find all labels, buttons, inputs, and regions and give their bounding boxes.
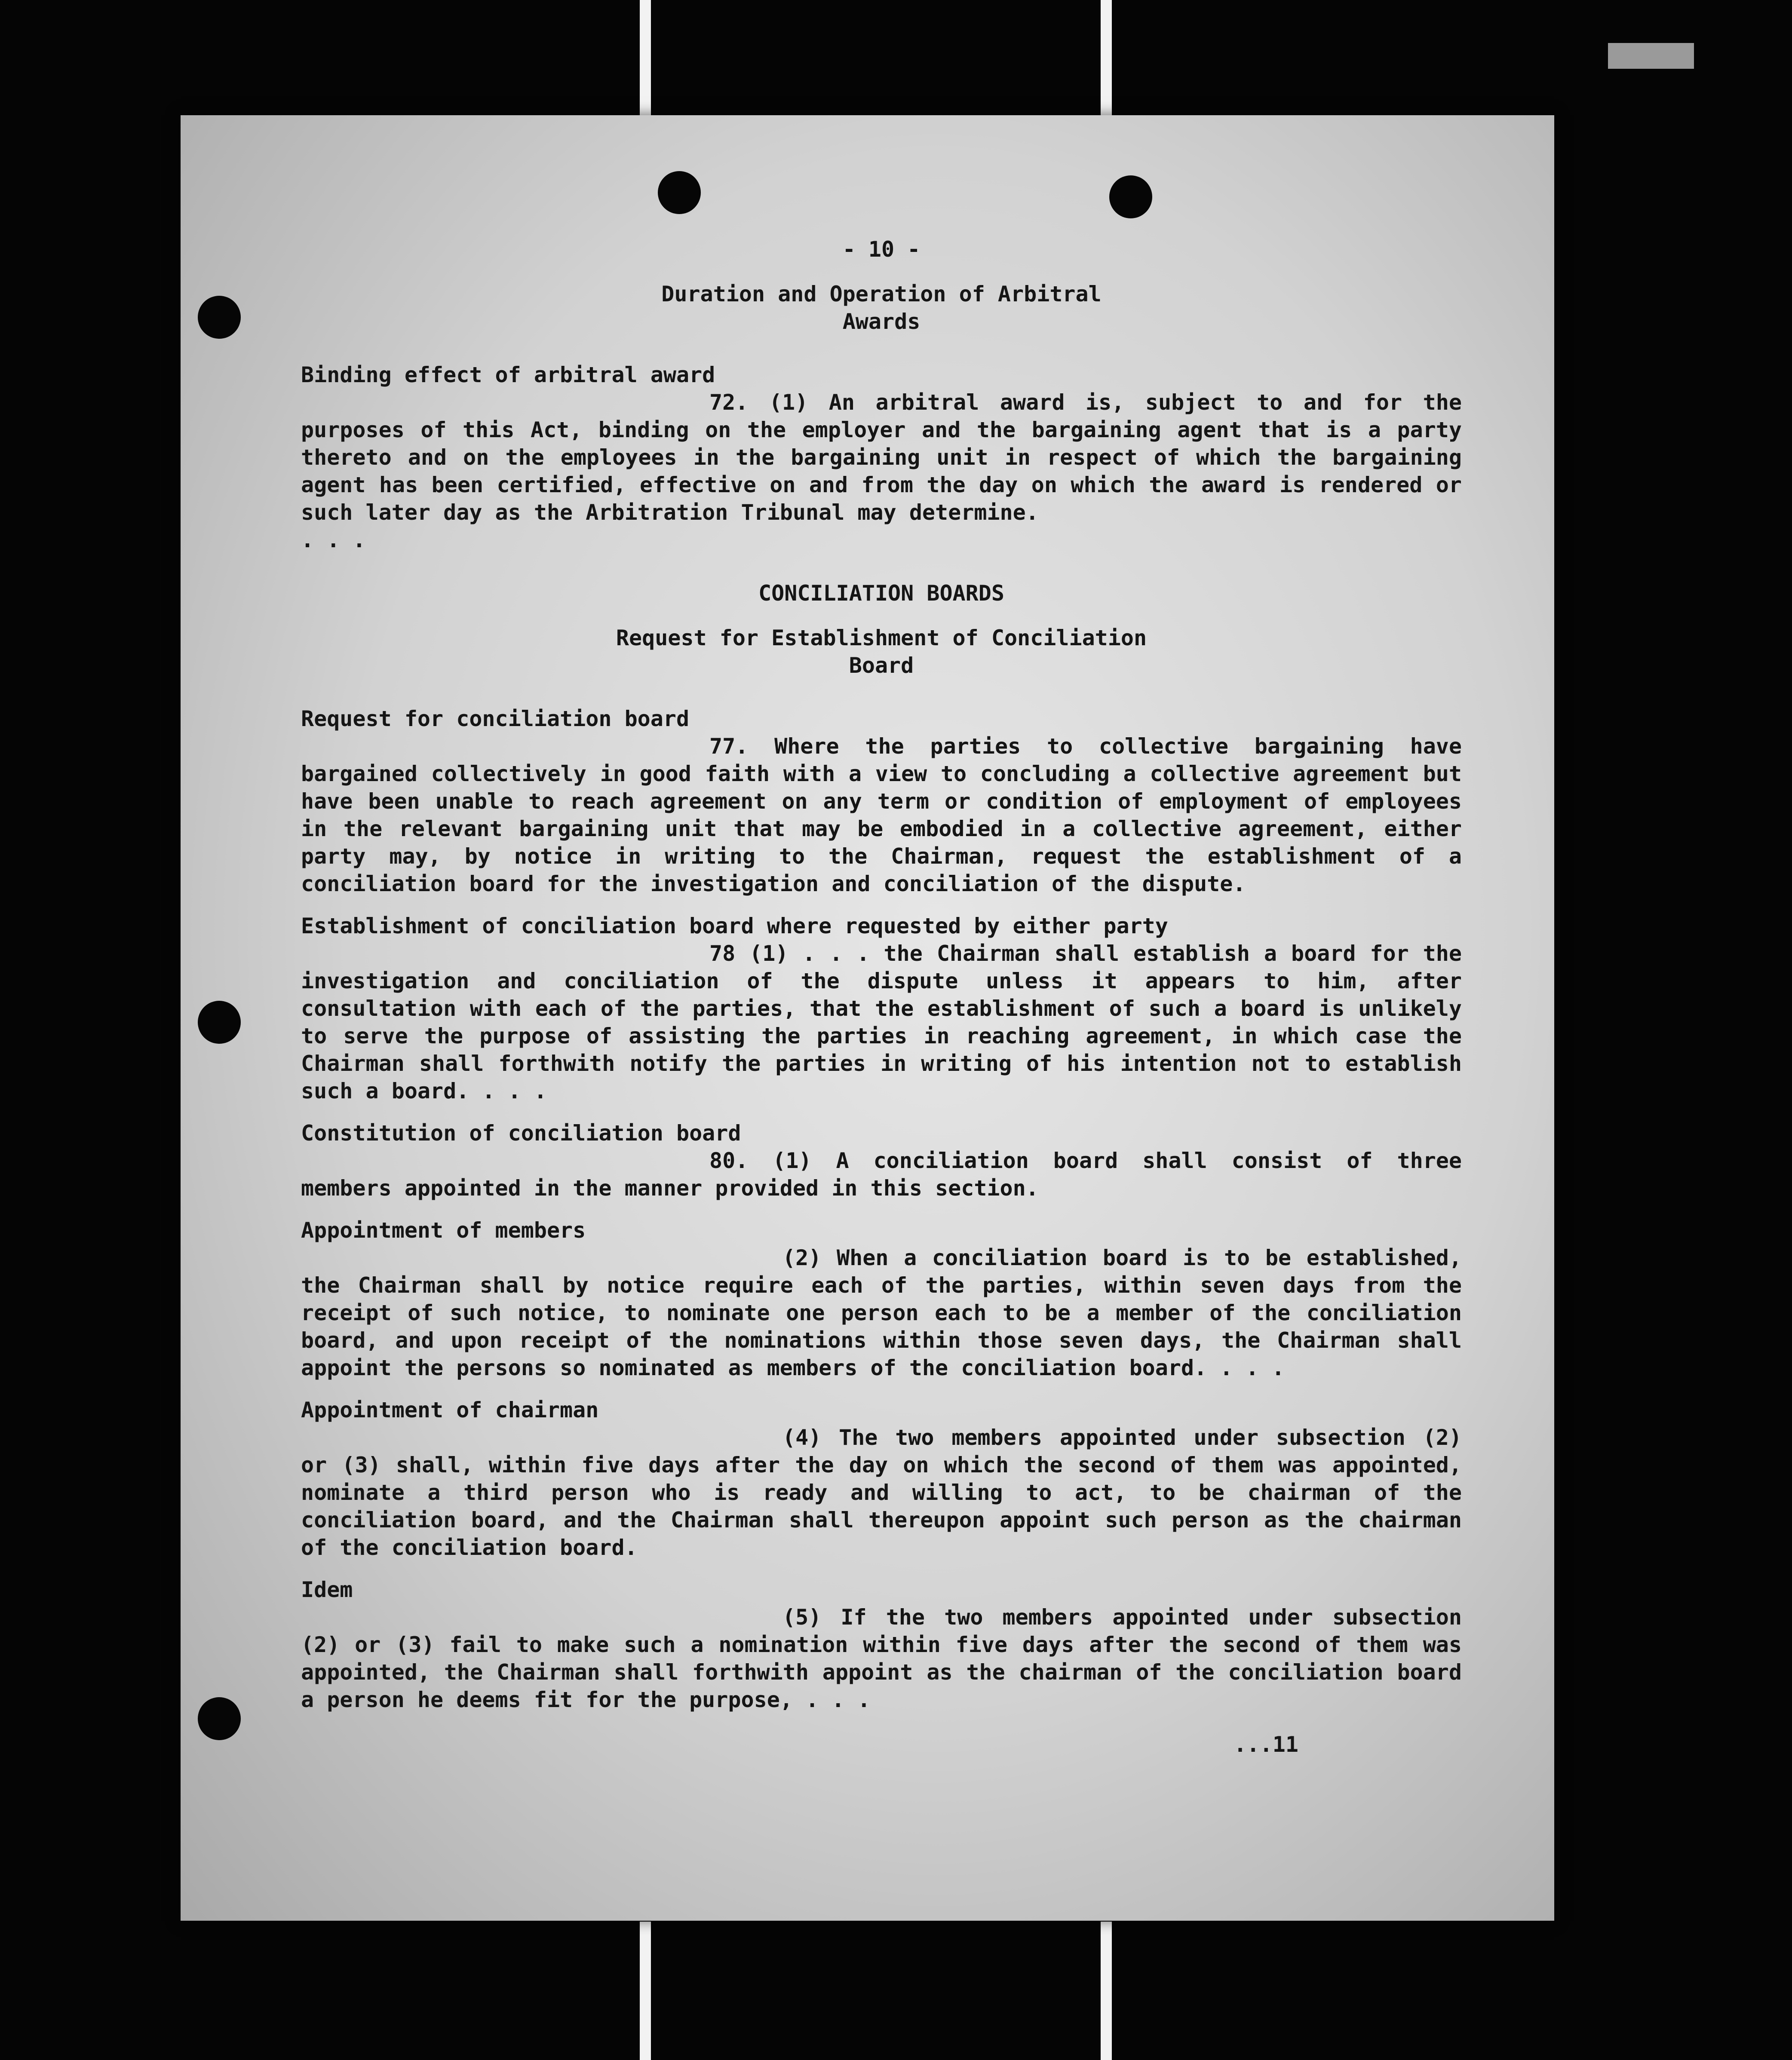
paragraph: (5) If the two members appointed under subsection (2) or (3) fail to make such a nomination within five days after the second of them was appointed, the Chairman shall forthwith appoint as the chairman of the conciliation board a person he deems fit for the purpose, . . .: [301, 1605, 1462, 1712]
film-sprocket-mark: [640, 1922, 651, 2060]
major-heading: CONCILIATION BOARDS: [758, 581, 1004, 606]
film-edge-mark: [1608, 43, 1694, 69]
paragraph: 80. (1) A conciliation board shall consist of three members appointed in the manner provided in this section.: [301, 1148, 1462, 1201]
document-body: [301, 236, 1462, 1758]
heading-line: Duration and Operation of Arbitral: [661, 282, 1102, 307]
film-sprocket-mark: [640, 0, 651, 129]
heading-line: Request for Establishment of Conciliation: [616, 625, 1147, 650]
side-note: Binding effect of arbitral award: [301, 362, 715, 387]
punch-hole: [198, 1001, 241, 1044]
section-77: [301, 705, 1462, 898]
page-number: - 10 -: [842, 237, 921, 262]
section-80-1: [301, 1119, 1462, 1202]
paragraph: 72. (1) An arbitral award is, subject to and for the purposes of this Act, binding on the employer and the bargaining agent that is a party thereto and on the employees in the bargaining unit in respect of which the bargaining agent has been certified, effective on and from the day on which the award is rendered or such later day as the Arbitration Tribunal may determine.: [301, 390, 1462, 525]
side-note: Appointment of members: [301, 1218, 586, 1243]
section-72: [301, 361, 1462, 554]
punch-hole: [198, 296, 241, 339]
paragraph: (2) When a conciliation board is to be established, the Chairman shall by notice require each of the parties, within seven days from the receipt of such notice, to nominate one person each to be a member of the conciliation board, and upon receipt of the nominations within those seven days, the Chairman shall appoint the persons so nominated as members of the conciliation board. . . .: [301, 1245, 1462, 1380]
section-heading: [301, 280, 1462, 335]
continuation-marker: ...11: [1234, 1732, 1298, 1757]
paragraph: 78 (1) . . . the Chairman shall establish a board for the investigation and conciliation of the dispute unless it appears to him, after consultation with each of the parties, that the establishment of such a board is unlikely to serve the purpose of assisting the parties in reaching agreement, in which case the Chairman shall forthwith notify the parties in writing of his intention not to establish such a board. . . .: [301, 941, 1462, 1104]
side-note: Constitution of conciliation board: [301, 1121, 741, 1146]
section-80-2: [301, 1217, 1462, 1382]
punch-hole: [1109, 175, 1152, 218]
paragraph: 77. Where the parties to collective bargaining have bargained collectively in good faith with a view to concluding a collective agreement but have been unable to reach agreement on any term or condition of employment of employees in the relevant bargaining unit that may be embodied in a collective agreement, either party may, by notice in writing to the Chairman, request the establishment of a conciliation board for the investigation and conciliation of the dispute.: [301, 734, 1462, 896]
section-heading: [301, 624, 1462, 679]
section-80-5: [301, 1576, 1462, 1714]
film-sprocket-mark: [1101, 1922, 1112, 2060]
punch-hole: [658, 171, 701, 214]
section-80-4: [301, 1396, 1462, 1561]
document-page: [181, 115, 1554, 1921]
side-note: Idem: [301, 1577, 353, 1602]
paragraph: (4) The two members appointed under subsection (2) or (3) shall, within five days after the day on which the second of them was appointed, nominate a third person who is ready and willing to act, to be chairman of the conciliation board, and the Chairman shall thereupon appoint such person as the chairman of the conciliation board.: [301, 1425, 1462, 1560]
punch-hole: [198, 1697, 241, 1740]
heading-line: Awards: [842, 309, 921, 334]
film-sprocket-mark: [1101, 0, 1112, 129]
side-note: Request for conciliation board: [301, 706, 690, 731]
side-note: Appointment of chairman: [301, 1398, 599, 1422]
ellipsis: . . .: [301, 527, 366, 552]
side-note: Establishment of conciliation board where requested by either party: [301, 914, 1168, 938]
section-78: [301, 912, 1462, 1105]
heading-line: Board: [849, 653, 914, 678]
